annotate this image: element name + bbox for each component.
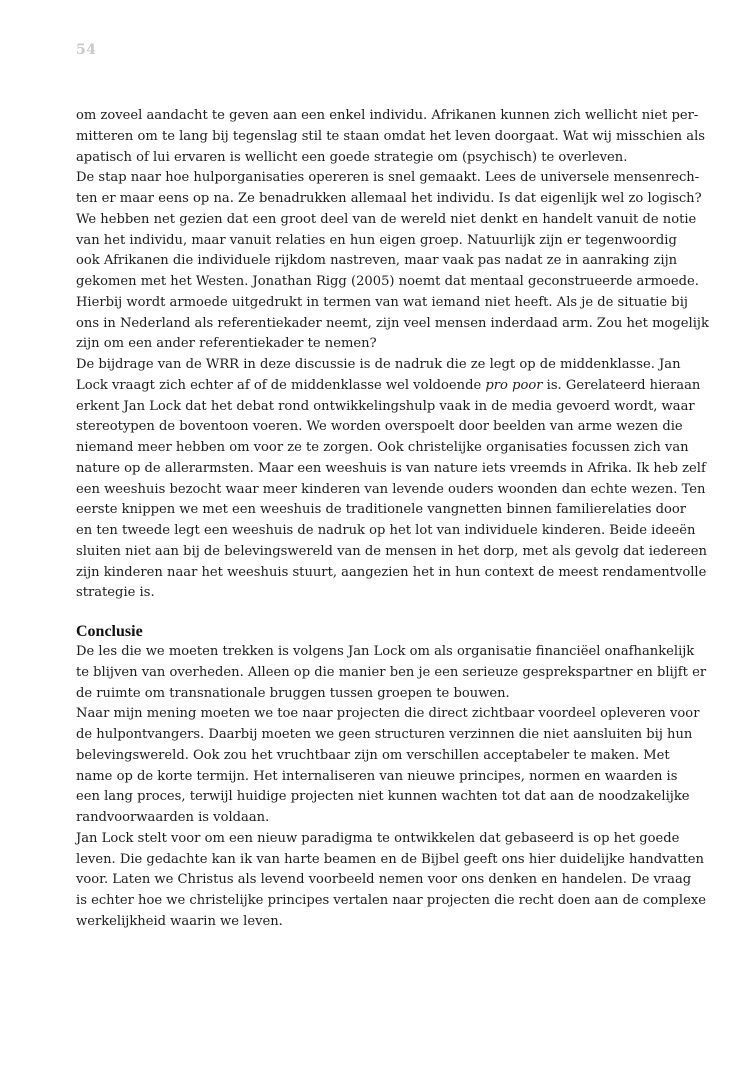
text-line: en ten tweede legt een weeshuis de nadruk op het lot van individuele kinderen. Beide ideeën (76, 523, 696, 538)
text-line: van het individu, maar vanuit relaties en hun eigen groep. Natuurlijk zijn er tegenwoordig (76, 232, 677, 248)
text-line: een lang proces, terwijl huidige projecten niet kunnen wachten tot dat aan de noodzakelijke (76, 789, 690, 805)
text-line: De stap naar hoe hulporganisaties opereren is snel gemaakt. Lees de universele mensenrech- (76, 170, 700, 186)
text-segment: Lock vraagt zich echter af of de middenklasse wel voldoende (76, 377, 486, 393)
text-line: belevingswereld. Ook zou het vruchtbaar zijn om verschillen acceptabeler te maken. Met (76, 747, 670, 763)
text-line: We hebben net gezien dat een groot deel van de wereld niet denkt en handelt vanuit de notie (76, 211, 697, 227)
text-line: werkelijkheid waarin we leven. (76, 913, 283, 929)
text-line: gekomen met het Westen. Jonathan Rigg (2005) noemt dat mentaal geconstrueerde armoede. (76, 274, 699, 289)
text-line: sluiten niet aan bij de belevingswereld van de mensen in het dorp, met als gevolg dat iedereen (76, 543, 707, 559)
text-line: mitteren om te lang bij tegenslag stil te staan omdat het leven doorgaat. Wat wij misschien als (76, 128, 705, 144)
text-line: randvoorwaarden is voldaan. (76, 810, 270, 825)
text-line: Naar mijn mening moeten we toe naar projecten die direct zichtbaar voordeel opleveren voor (76, 706, 700, 722)
text-line: ons in Nederland als referentiekader neemt, zijn veel mensen inderdaad arm. Zou het mogelijk (76, 315, 709, 331)
text-line: voor. Laten we Christus als levend voorbeeld nemen voor ons denken en handelen. De vraag (76, 872, 692, 888)
text-line: ten er maar eens op na. Ze benadrukken allemaal het individu. Is dat eigenlijk wel zo logisch? (76, 191, 702, 206)
text-line: stereotypen de boventoon voeren. We worden overspoelt door beelden van arme wezen die (76, 419, 683, 435)
text-line: De bijdrage van de WRR in deze discussie is de nadruk die ze legt op de middenklasse. Jan (76, 357, 681, 372)
text-line: niemand meer hebben om voor ze te zorgen. Ook christelijke organisaties focussen zich van (76, 440, 689, 455)
text-line-with-emphasis (76, 376, 701, 397)
page-number: 54 (76, 42, 97, 58)
text-line: leven. Die gedachte kan ik van harte beamen en de Bijbel geeft ons hier duidelijke handvatten (76, 851, 704, 867)
text-line: Hierbij wordt armoede uitgedrukt in termen van wat iemand niet heeft. Als je de situatie bij (76, 294, 688, 310)
text-line: ook Afrikanen die individuele rijkdom nastreven, maar vaak pas nadat ze in aanraking zijn (76, 253, 678, 269)
page-body (76, 106, 709, 933)
text-line: te blijven van overheden. Alleen op die manier ben je een serieuze gesprekspartner en blijft er (76, 664, 707, 680)
text-line: strategie is. (76, 585, 155, 601)
text-line: apatisch of lui ervaren is wellicht een goede strategie om (psychisch) te overleven. (76, 149, 628, 165)
text-segment: is. Gerelateerd hieraan (542, 377, 701, 393)
text-line: nature op de allerarmsten. Maar een weeshuis is van nature iets vreemds in Afrika. Ik heb zelf (76, 460, 706, 476)
emphasis-pro-poor: pro poor (485, 377, 543, 393)
text-line: is echter hoe we christelijke principes vertalen naar projecten die recht doen aan de complexe (76, 893, 706, 908)
text-line: erkent Jan Lock dat het debat rond ontwikkelingshulp vaak in de media gevoerd wordt, waar (76, 398, 695, 414)
text-line: om zoveel aandacht te geven aan een enkel individu. Afrikanen kunnen zich wellicht niet per- (76, 108, 699, 123)
section-heading-conclusie: Conclusie (76, 623, 143, 640)
text-line: zijn om een ander referentiekader te nemen? (76, 336, 377, 352)
text-line: name op de korte termijn. Het internaliseren van nieuwe principes, normen en waarden is (76, 768, 678, 784)
text-line: eerste knippen we met een weeshuis de traditionele vangnetten binnen familierelaties door (76, 502, 686, 518)
text-line: de ruimte om transnationale bruggen tussen groepen te bouwen. (76, 685, 510, 701)
text-line: Jan Lock stelt voor om een nieuw paradigma te ontwikkelen dat gebaseerd is op het goede (76, 830, 680, 846)
text-line: een weeshuis bezocht waar meer kinderen van levende ouders woonden dan echte wezen. Ten (76, 481, 706, 497)
text-line: De les die we moeten trekken is volgens Jan Lock om als organisatie financiëel onafhankelijk (76, 644, 695, 659)
text-line: de hulpontvangers. Daarbij moeten we geen structuren verzinnen die niet aansluiten bij hun (76, 727, 693, 742)
text-line: zijn kinderen naar het weeshuis stuurt, aangezien het in hun context de meest rendamentvolle (76, 564, 707, 580)
